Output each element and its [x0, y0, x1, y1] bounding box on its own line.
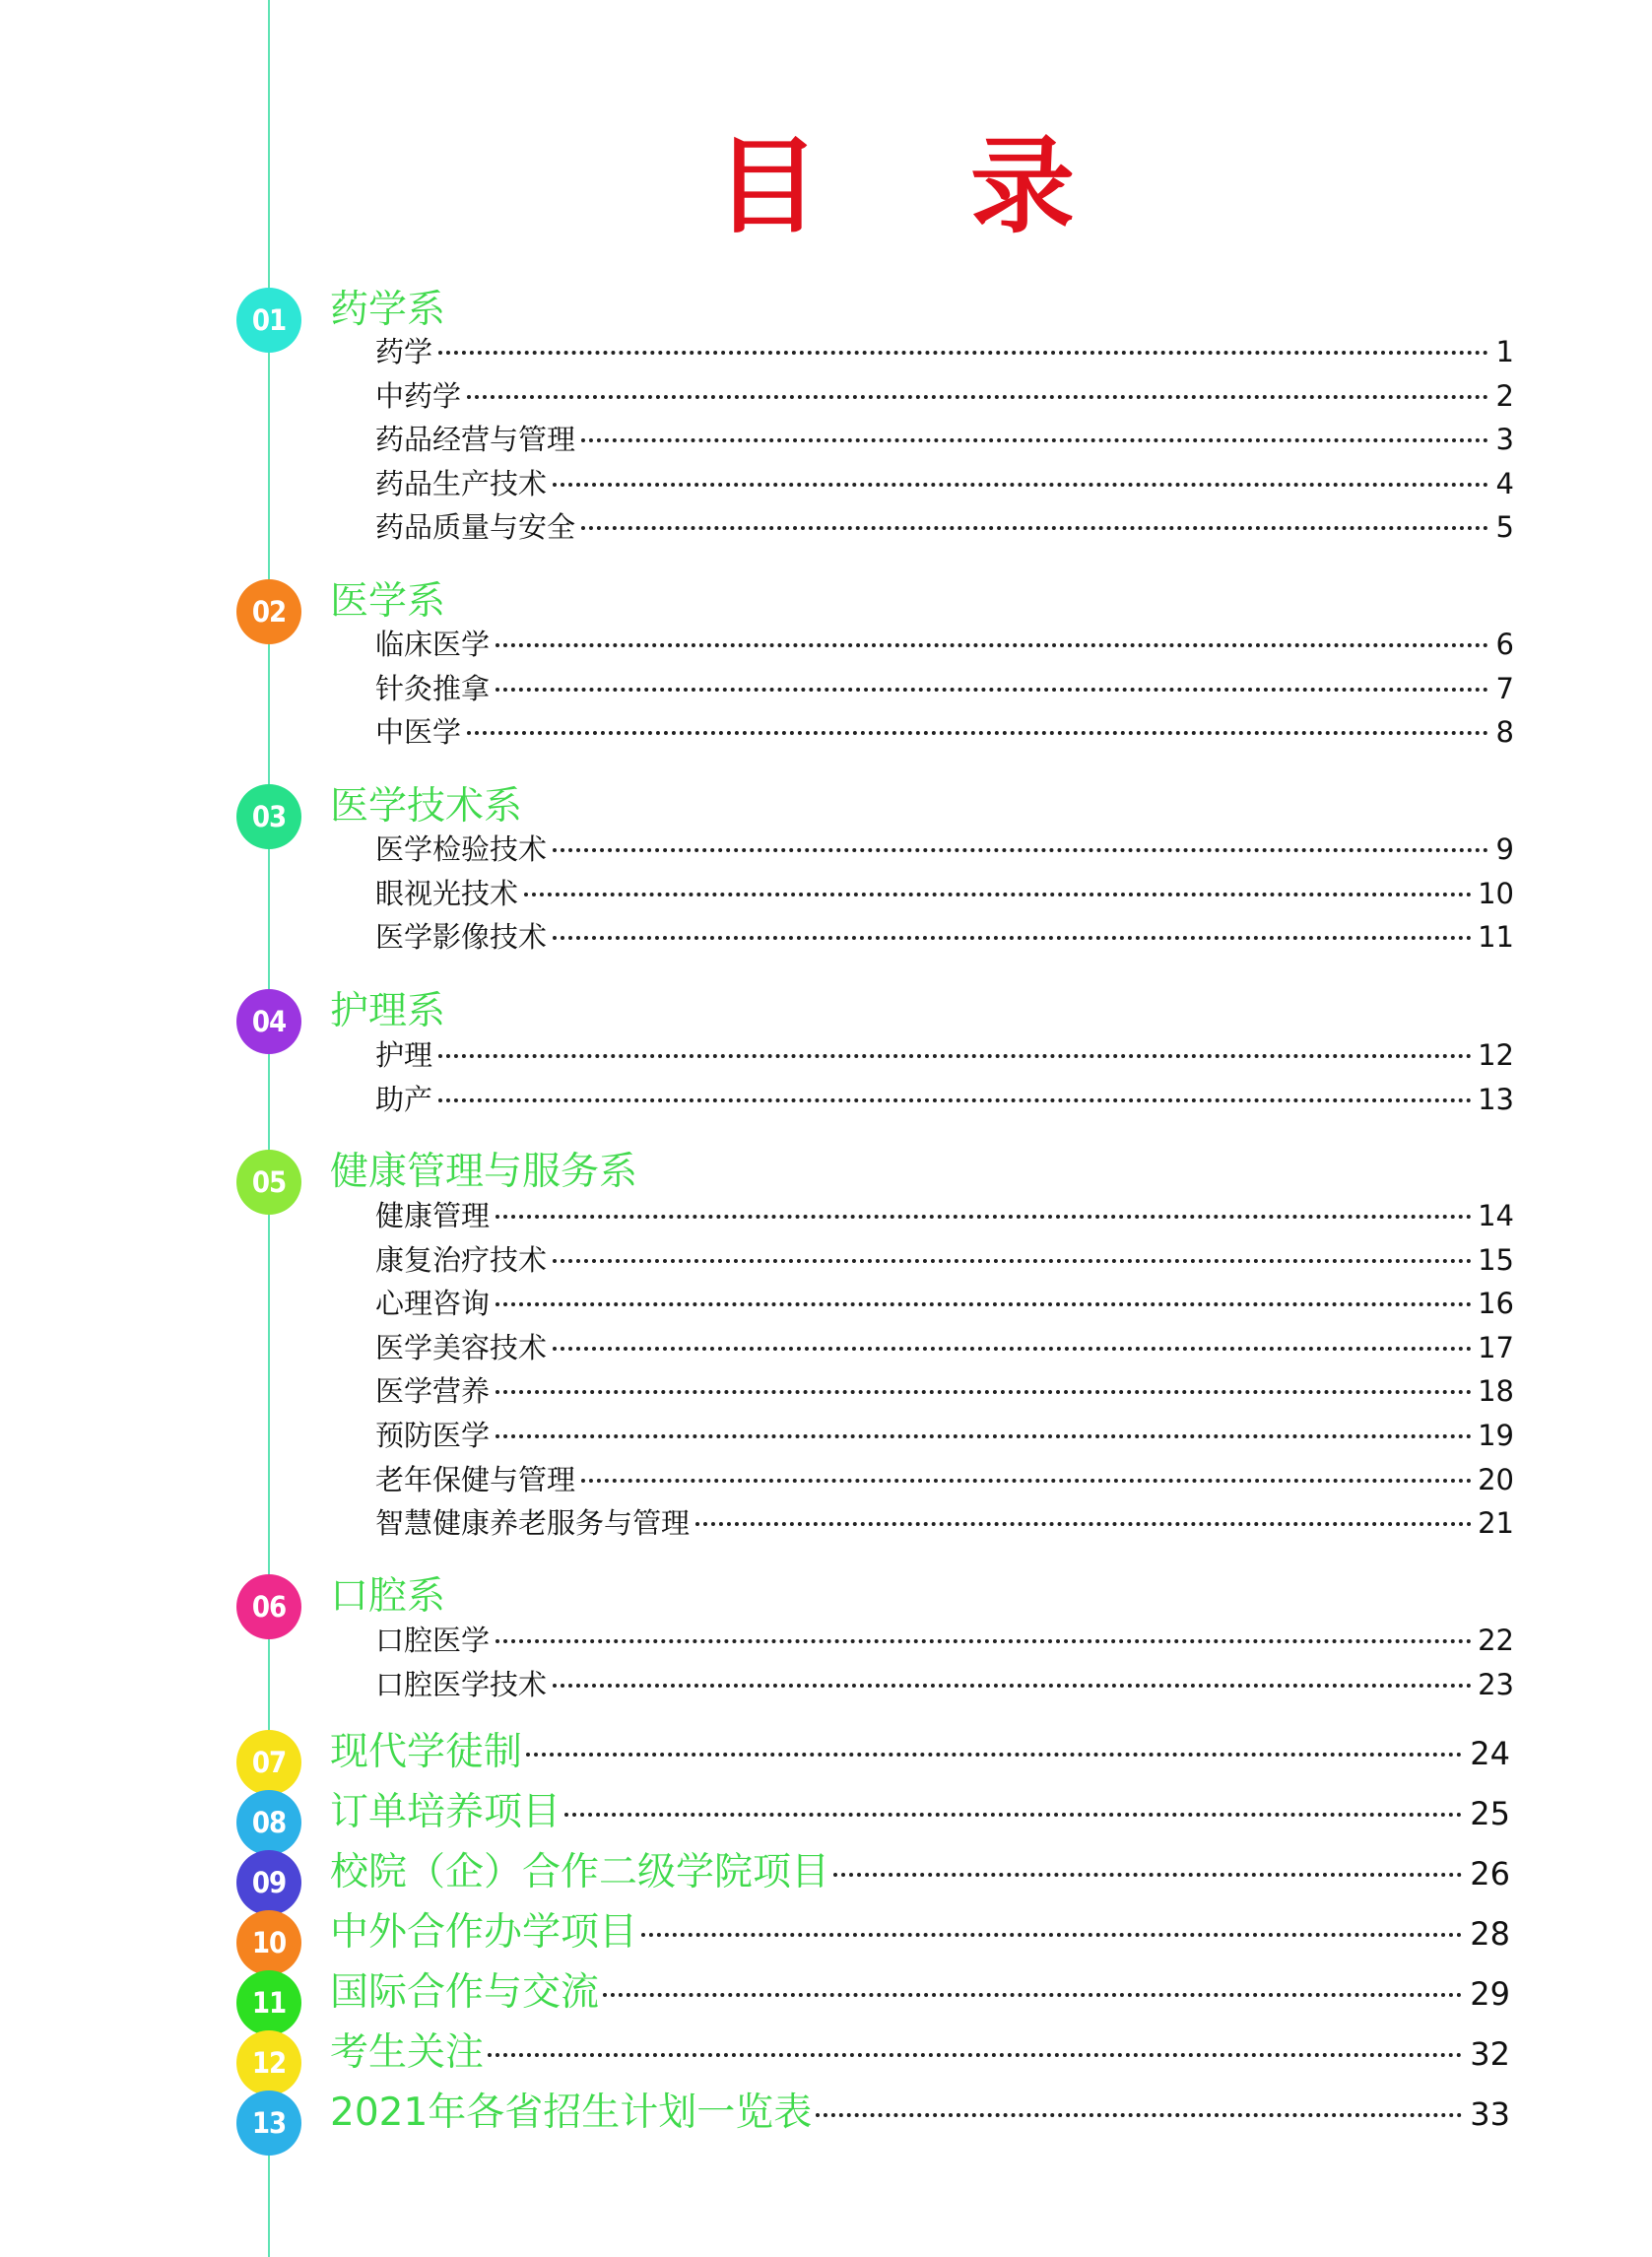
toc-entry-page: 22 [1478, 1624, 1514, 1657]
toc-entry-page: 7 [1495, 671, 1514, 705]
toc-entry-page: 19 [1478, 1419, 1514, 1452]
dot-leader [488, 2053, 1462, 2057]
dot-leader [496, 1302, 1472, 1306]
toc-entry-label: 医学美容技术 [375, 1330, 548, 1364]
toc-entry[interactable] [375, 917, 1514, 957]
toc-entry-page: 13 [1478, 1082, 1514, 1116]
toc-entry-label: 助产 [375, 1082, 433, 1116]
toc-section-page: 33 [1470, 2095, 1510, 2133]
section-number-badge: 03 [236, 784, 301, 849]
dot-leader [438, 351, 1488, 355]
toc-entry-label: 口腔医学 [375, 1624, 491, 1657]
toc-entry-label: 口腔医学技术 [375, 1667, 548, 1701]
dot-leader [438, 1098, 1472, 1102]
toc-section-entry[interactable] [330, 2089, 1510, 2138]
toc-entry-page: 6 [1495, 628, 1514, 661]
dot-leader [496, 1390, 1472, 1394]
toc-entry[interactable] [375, 669, 1514, 708]
toc-entry[interactable] [375, 625, 1514, 664]
toc-entry-label: 心理咨询 [375, 1287, 491, 1321]
toc-entry-label: 中医学 [375, 715, 462, 750]
section-number-badge: 13 [236, 2091, 301, 2156]
dot-leader [553, 936, 1472, 940]
toc-entry-label: 临床医学 [375, 628, 491, 661]
section-title[interactable]: 药学系 [330, 288, 446, 332]
toc-entry-page: 4 [1495, 466, 1514, 500]
toc-section-page: 32 [1470, 2035, 1510, 2073]
section-number-badge: 06 [236, 1574, 301, 1639]
toc-section-page: 28 [1470, 1915, 1510, 1953]
section-title[interactable]: 健康管理与服务系 [330, 1150, 638, 1194]
dot-leader [564, 1813, 1462, 1817]
toc-entry[interactable] [375, 874, 1514, 913]
toc-entry-page: 17 [1478, 1330, 1514, 1364]
toc-entry-page: 18 [1478, 1374, 1514, 1409]
toc-entry-label: 药学 [375, 335, 433, 368]
dot-leader [603, 1993, 1462, 1997]
dot-leader [496, 1639, 1472, 1643]
dot-leader [553, 1684, 1472, 1688]
dot-leader [695, 1522, 1472, 1526]
section-number-badge: 05 [236, 1150, 301, 1215]
toc-section-entry[interactable] [330, 2028, 1510, 2078]
section-title[interactable]: 医学系 [330, 579, 446, 624]
toc-entry[interactable] [375, 1196, 1514, 1235]
dot-leader [524, 893, 1472, 896]
toc-entry-label: 药品生产技术 [375, 466, 548, 500]
toc-entry-page: 16 [1478, 1287, 1514, 1321]
toc-entry-label: 中药学 [375, 378, 462, 413]
toc-entry-page: 15 [1478, 1242, 1514, 1277]
toc-entry-label: 老年保健与管理 [375, 1462, 576, 1496]
dot-leader [553, 848, 1488, 852]
toc-entry[interactable] [375, 1240, 1514, 1280]
dot-leader [581, 526, 1488, 530]
section-number-badge: 12 [236, 2030, 301, 2095]
toc-entry-label: 针灸推拿 [375, 671, 491, 705]
toc-entry-page: 11 [1478, 920, 1514, 955]
section-number-badge: 07 [236, 1730, 301, 1795]
section-number-badge: 09 [236, 1850, 301, 1915]
dot-leader [581, 438, 1488, 442]
page-title: 目 录 [715, 126, 1132, 247]
section-number-badge: 10 [236, 1910, 301, 1975]
dot-leader [496, 1434, 1472, 1438]
toc-entry-label: 康复治疗技术 [375, 1242, 548, 1277]
toc-section-label: 国际合作与交流 [330, 1970, 600, 2015]
toc-entry-page: 9 [1495, 832, 1514, 866]
toc-entry[interactable] [375, 420, 1514, 459]
dot-leader [526, 1753, 1462, 1757]
dot-leader [496, 688, 1488, 692]
toc-entry-label: 医学影像技术 [375, 920, 548, 955]
toc-entry[interactable] [375, 1416, 1514, 1455]
toc-entry-page: 14 [1478, 1199, 1514, 1232]
section-title[interactable]: 护理系 [330, 989, 446, 1033]
toc-section-entry[interactable] [330, 1908, 1510, 1958]
toc-entry[interactable] [375, 1035, 1514, 1075]
section-title[interactable]: 医学技术系 [330, 784, 523, 829]
dot-leader [496, 1215, 1472, 1219]
toc-entry-label: 智慧健康养老服务与管理 [375, 1506, 691, 1541]
toc-section-page: 29 [1470, 1975, 1510, 2013]
section-number-badge: 08 [236, 1790, 301, 1855]
toc-entry[interactable] [375, 507, 1514, 547]
toc-entry[interactable] [375, 1284, 1514, 1323]
toc-entry[interactable] [375, 1460, 1514, 1499]
toc-section-entry[interactable] [330, 1848, 1510, 1897]
toc-section-label: 中外合作办学项目 [330, 1910, 638, 1955]
dot-leader [553, 1347, 1472, 1351]
toc-section-entry[interactable] [330, 1728, 1510, 1777]
toc-entry[interactable] [375, 1665, 1514, 1704]
toc-entry[interactable] [375, 830, 1514, 869]
toc-entry[interactable] [375, 1371, 1514, 1411]
toc-section-label: 2021年各省招生计划一览表 [330, 2091, 813, 2135]
toc-entry-page: 5 [1495, 510, 1514, 545]
toc-section-label: 现代学徒制 [330, 1730, 523, 1774]
dot-leader [496, 643, 1488, 647]
toc-section-page: 26 [1470, 1855, 1510, 1892]
section-number-badge: 01 [236, 288, 301, 353]
dot-leader [581, 1479, 1472, 1483]
toc-entry-page: 10 [1478, 876, 1514, 910]
dot-leader [833, 1873, 1462, 1877]
toc-section-page: 24 [1470, 1735, 1510, 1772]
dot-leader [438, 1054, 1472, 1058]
dot-leader [553, 1259, 1472, 1263]
toc-section-entry[interactable] [330, 1968, 1510, 2018]
section-title[interactable]: 口腔系 [330, 1574, 446, 1619]
section-number-badge: 02 [236, 579, 301, 644]
toc-entry-page: 12 [1478, 1038, 1514, 1072]
toc-entry[interactable] [375, 712, 1514, 752]
toc-entry[interactable] [375, 332, 1514, 371]
toc-entry-page: 23 [1478, 1667, 1514, 1701]
toc-section-page: 25 [1470, 1795, 1510, 1832]
toc-entry-label: 医学检验技术 [375, 832, 548, 866]
toc-entry-label: 护理 [375, 1038, 433, 1072]
toc-entry[interactable] [375, 464, 1514, 503]
toc-entry-page: 3 [1495, 423, 1514, 457]
dot-leader [467, 731, 1488, 735]
toc-entry[interactable] [375, 1080, 1514, 1119]
dot-leader [816, 2113, 1462, 2117]
toc-entry-label: 健康管理 [375, 1199, 491, 1232]
dot-leader [641, 1933, 1462, 1937]
dot-leader [553, 483, 1488, 487]
toc-section-label: 订单培养项目 [330, 1790, 562, 1834]
toc-entry[interactable] [375, 376, 1514, 416]
toc-entry[interactable] [375, 1621, 1514, 1660]
toc-entry-page: 2 [1495, 378, 1514, 413]
toc-entry-label: 眼视光技术 [375, 876, 519, 910]
section-number-badge: 04 [236, 989, 301, 1054]
toc-entry-label: 预防医学 [375, 1419, 491, 1452]
toc-section-label: 考生关注 [330, 2030, 485, 2075]
toc-section-entry[interactable] [330, 1788, 1510, 1837]
toc-entry-label: 药品经营与管理 [375, 423, 576, 457]
toc-entry-page: 8 [1495, 715, 1514, 750]
toc-entry[interactable] [375, 1503, 1514, 1543]
toc-entry-page: 21 [1478, 1506, 1514, 1541]
toc-entry-label: 医学营养 [375, 1374, 491, 1409]
toc-section-label: 校院（企）合作二级学院项目 [330, 1850, 830, 1894]
dot-leader [467, 395, 1488, 399]
toc-entry-label: 药品质量与安全 [375, 510, 576, 545]
toc-entry-page: 1 [1495, 335, 1514, 368]
toc-entry-page: 20 [1478, 1462, 1514, 1496]
section-number-badge: 11 [236, 1970, 301, 2035]
toc-entry[interactable] [375, 1328, 1514, 1367]
